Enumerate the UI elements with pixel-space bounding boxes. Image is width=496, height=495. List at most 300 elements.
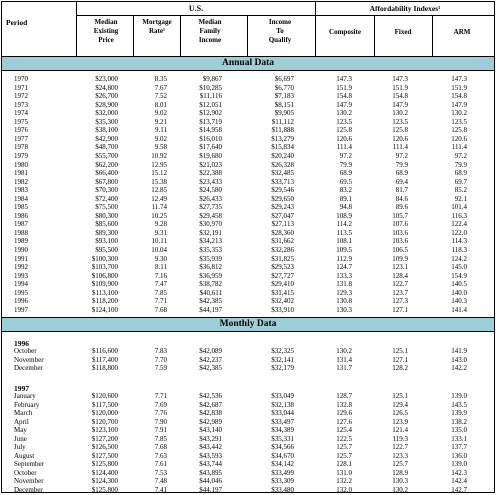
composite-cell: 130.2 bbox=[336, 109, 352, 118]
divider bbox=[374, 16, 375, 56]
table-row bbox=[2, 109, 494, 117]
fixed-cell: 125.1 bbox=[392, 347, 408, 355]
fixed-cell: 147.9 bbox=[392, 100, 408, 109]
composite-cell: 83.2 bbox=[339, 186, 352, 195]
composite-cell: 151.9 bbox=[336, 83, 352, 92]
income-to-qualify-cell: $31,825 bbox=[271, 254, 294, 263]
median-price-cell: $89,300 bbox=[95, 228, 118, 237]
mortgage-rate-cell: 12.95 bbox=[151, 160, 167, 169]
family-income-cell: $21,023 bbox=[199, 160, 222, 169]
col-header-arm: ARM bbox=[453, 28, 471, 36]
median-price-cell: $125,800 bbox=[91, 485, 118, 494]
period-cell: 1988 bbox=[14, 228, 28, 237]
arm-cell: 151.9 bbox=[451, 83, 467, 92]
family-income-cell: $42,536 bbox=[199, 392, 222, 400]
period-cell: July bbox=[14, 443, 26, 451]
composite-cell: 125.7 bbox=[336, 443, 352, 451]
period-cell: February bbox=[14, 400, 40, 409]
arm-cell: 97.2 bbox=[454, 151, 467, 160]
income-to-qualify-cell: $33,044 bbox=[271, 409, 294, 417]
income-to-qualify-cell: $29,523 bbox=[271, 263, 294, 272]
period-cell: 1997 bbox=[14, 305, 28, 314]
family-income-cell: $14,958 bbox=[199, 126, 222, 135]
family-income-cell: $42,089 bbox=[199, 347, 222, 355]
monthly-data-band: Monthly Data bbox=[2, 318, 494, 331]
income-to-qualify-cell: $27,047 bbox=[271, 211, 294, 220]
composite-cell: 128.1 bbox=[336, 460, 352, 468]
family-income-cell: $17,640 bbox=[199, 143, 222, 152]
family-income-cell: $12,902 bbox=[199, 109, 222, 118]
mortgage-rate-cell: 7.91 bbox=[154, 426, 167, 434]
median-price-cell: $26,700 bbox=[95, 92, 118, 101]
fixed-cell: 130.2 bbox=[392, 109, 408, 118]
table-row bbox=[2, 435, 494, 443]
table-row bbox=[2, 469, 494, 477]
family-income-cell: $43,744 bbox=[199, 460, 222, 468]
affordability-group-header: Affordability Indexes¹ bbox=[369, 4, 441, 13]
median-price-cell: $106,800 bbox=[91, 271, 118, 280]
income-to-qualify-cell: $32,325 bbox=[271, 347, 294, 355]
fixed-cell: 97.2 bbox=[395, 151, 408, 160]
period-cell: December bbox=[14, 485, 43, 494]
median-price-cell: $117,400 bbox=[92, 355, 118, 364]
family-income-cell: $34,213 bbox=[199, 237, 222, 246]
mortgage-rate-cell: 7.85 bbox=[154, 288, 167, 297]
family-income-cell: $32,191 bbox=[199, 228, 222, 237]
period-cell: 1990 bbox=[14, 246, 28, 254]
median-price-cell: $70,300 bbox=[95, 186, 118, 195]
mortgage-rate-cell: 10.11 bbox=[151, 237, 167, 246]
mortgage-rate-cell: 10.92 bbox=[151, 151, 167, 160]
income-to-qualify-cell: $34,670 bbox=[271, 451, 294, 460]
family-income-cell: $43,442 bbox=[199, 443, 222, 451]
composite-cell: 131.7 bbox=[336, 364, 352, 372]
composite-cell: 127.6 bbox=[336, 417, 352, 426]
family-income-cell: $42,838 bbox=[199, 409, 222, 417]
median-price-cell: $67,800 bbox=[95, 177, 118, 186]
fixed-cell: 129.4 bbox=[392, 400, 408, 409]
fixed-cell: 125.7 bbox=[392, 460, 408, 468]
fixed-cell: 128.4 bbox=[392, 271, 408, 280]
composite-cell: 147.3 bbox=[336, 75, 352, 83]
period-cell: 1991 bbox=[14, 254, 28, 263]
table-row bbox=[2, 203, 494, 211]
family-income-cell: $42,237 bbox=[199, 355, 222, 364]
fixed-cell: 154.8 bbox=[392, 92, 408, 101]
income-to-qualify-cell: $29,650 bbox=[271, 194, 294, 203]
family-income-cell: $24,580 bbox=[199, 186, 222, 195]
arm-cell: 133.1 bbox=[451, 434, 467, 443]
fixed-cell: 111.4 bbox=[392, 143, 408, 152]
col-header-family-income: Median Family Income bbox=[198, 18, 222, 44]
divider bbox=[180, 16, 181, 56]
median-price-cell: $95,500 bbox=[95, 246, 118, 254]
mortgage-rate-cell: 7.83 bbox=[154, 347, 167, 355]
period-cell: 1989 bbox=[14, 237, 28, 246]
family-income-cell: $40,611 bbox=[199, 288, 222, 297]
median-price-cell: $75,500 bbox=[95, 203, 118, 212]
fixed-cell: 107.6 bbox=[392, 220, 408, 229]
period-cell: 1973 bbox=[14, 100, 28, 109]
composite-cell: 129.3 bbox=[336, 288, 352, 297]
mortgage-rate-cell: 15.38 bbox=[151, 177, 167, 186]
income-to-qualify-cell: $33,499 bbox=[271, 468, 294, 477]
income-to-qualify-cell: $15,834 bbox=[271, 143, 294, 152]
fixed-cell: 123.3 bbox=[392, 451, 408, 460]
median-price-cell: $62,200 bbox=[95, 160, 118, 169]
arm-cell: 139.0 bbox=[451, 392, 467, 400]
mortgage-rate-cell: 12.49 bbox=[151, 194, 167, 203]
col-header-composite: Composite bbox=[329, 28, 361, 36]
arm-cell: 154.9 bbox=[451, 271, 467, 280]
composite-cell: 130.8 bbox=[336, 297, 352, 306]
arm-cell: 138.2 bbox=[451, 417, 467, 426]
income-to-qualify-cell: $33,480 bbox=[271, 485, 294, 494]
median-price-cell: $23,000 bbox=[95, 75, 118, 83]
divider bbox=[432, 16, 433, 56]
mortgage-rate-cell: 9.21 bbox=[154, 117, 167, 126]
arm-cell: 142.4 bbox=[451, 477, 467, 485]
median-price-cell: $85,600 bbox=[95, 220, 118, 229]
median-price-cell: $120,000 bbox=[91, 409, 118, 417]
table-row bbox=[2, 297, 494, 305]
affordability-table bbox=[1, 1, 495, 493]
mortgage-rate-cell: 9.02 bbox=[154, 134, 167, 143]
table-row bbox=[2, 101, 494, 109]
median-price-cell: $125,800 bbox=[91, 460, 118, 468]
family-income-cell: $44,197 bbox=[199, 305, 222, 314]
year-heading-1996: 1996 bbox=[14, 339, 29, 348]
arm-cell: 142.2 bbox=[451, 364, 467, 372]
family-income-cell: $44,046 bbox=[199, 477, 222, 485]
income-to-qualify-cell: $33,309 bbox=[271, 477, 294, 485]
period-cell: 1996 bbox=[14, 297, 28, 306]
table-row bbox=[2, 452, 494, 460]
period-cell: 1979 bbox=[14, 151, 28, 160]
divider bbox=[247, 16, 248, 56]
mortgage-rate-cell: 7.68 bbox=[154, 305, 167, 314]
median-price-cell: $93,100 bbox=[95, 237, 118, 246]
median-price-cell: $117,500 bbox=[92, 400, 118, 409]
table-row bbox=[2, 255, 494, 263]
income-to-qualify-cell: $26,328 bbox=[271, 160, 294, 169]
arm-cell: 139.0 bbox=[451, 460, 467, 468]
median-price-cell: $127,500 bbox=[91, 451, 118, 460]
table-row bbox=[2, 306, 494, 314]
period-cell: September bbox=[14, 460, 44, 468]
family-income-cell: $16,010 bbox=[199, 134, 222, 143]
fixed-cell: 125.1 bbox=[392, 392, 408, 400]
composite-cell: 132.2 bbox=[336, 477, 352, 485]
mortgage-rate-cell: 7.48 bbox=[154, 477, 167, 485]
period-cell: 1970 bbox=[14, 75, 28, 83]
arm-cell: 120.6 bbox=[451, 134, 467, 143]
income-to-qualify-cell: $11,888 bbox=[271, 126, 294, 135]
composite-cell: 124.7 bbox=[336, 263, 352, 272]
table-row bbox=[2, 152, 494, 160]
mortgage-rate-cell: 11.74 bbox=[151, 203, 167, 212]
fixed-cell: 122.7 bbox=[392, 280, 408, 289]
arm-cell: 123.5 bbox=[451, 117, 467, 126]
median-price-cell: $38,100 bbox=[95, 126, 118, 135]
family-income-cell: $43,291 bbox=[199, 434, 222, 443]
median-price-cell: $126,500 bbox=[91, 443, 118, 451]
col-header-mortgage-rate: Mortgage Rate¹ bbox=[142, 18, 172, 35]
composite-cell: 130.3 bbox=[336, 305, 352, 314]
arm-cell: 114.3 bbox=[451, 237, 467, 246]
income-to-qualify-cell: $34,389 bbox=[271, 426, 294, 434]
period-cell: 1982 bbox=[14, 177, 28, 186]
period-cell: 1995 bbox=[14, 288, 28, 297]
period-cell: 1992 bbox=[14, 263, 28, 272]
mortgage-rate-cell: 15.12 bbox=[151, 169, 167, 178]
fixed-cell: 109.9 bbox=[392, 254, 408, 263]
period-cell: November bbox=[14, 477, 44, 485]
period-cell: 1978 bbox=[14, 143, 28, 152]
income-to-qualify-cell: $32,179 bbox=[271, 364, 294, 372]
family-income-cell: $13,719 bbox=[199, 117, 222, 126]
composite-cell: 147.9 bbox=[336, 100, 352, 109]
table-row bbox=[2, 220, 494, 228]
mortgage-rate-cell: 7.16 bbox=[154, 271, 167, 280]
fixed-cell: 105.7 bbox=[392, 211, 408, 220]
family-income-cell: $38,782 bbox=[199, 280, 222, 289]
income-to-qualify-cell: $28,360 bbox=[271, 228, 294, 237]
table-row bbox=[2, 347, 494, 355]
period-cell: November bbox=[14, 355, 44, 364]
arm-cell: 122.4 bbox=[451, 220, 467, 229]
mortgage-rate-cell: 7.90 bbox=[154, 417, 167, 426]
table-row bbox=[2, 443, 494, 451]
period-cell: August bbox=[14, 451, 35, 460]
median-price-cell: $42,900 bbox=[95, 134, 118, 143]
period-cell: 1994 bbox=[14, 280, 28, 289]
composite-cell: 108.9 bbox=[336, 211, 352, 220]
arm-cell: 142.3 bbox=[451, 468, 467, 477]
arm-cell: 122.0 bbox=[451, 228, 467, 237]
arm-cell: 69.7 bbox=[454, 177, 467, 186]
median-price-cell: $48,700 bbox=[95, 143, 118, 152]
median-price-cell: $124,400 bbox=[91, 468, 118, 477]
fixed-cell: 123.9 bbox=[392, 417, 408, 426]
fixed-cell: 103.6 bbox=[392, 237, 408, 246]
mortgage-rate-cell: 7.61 bbox=[154, 460, 167, 468]
table-row bbox=[2, 289, 494, 297]
table-row bbox=[2, 263, 494, 271]
median-price-cell: $123,100 bbox=[91, 426, 118, 434]
period-cell: 1977 bbox=[14, 134, 28, 143]
income-to-qualify-cell: $6,770 bbox=[274, 83, 294, 92]
fixed-cell: 81.7 bbox=[395, 186, 408, 195]
composite-cell: 111.4 bbox=[336, 143, 352, 152]
period-cell: 1987 bbox=[14, 220, 28, 229]
family-income-cell: $36,959 bbox=[199, 271, 222, 280]
composite-cell: 69.5 bbox=[339, 177, 352, 186]
arm-cell: 136.0 bbox=[451, 451, 467, 460]
period-cell: 1975 bbox=[14, 117, 28, 126]
period-cell: 1985 bbox=[14, 203, 28, 212]
income-to-qualify-cell: $29,410 bbox=[271, 280, 294, 289]
arm-cell: 142.7 bbox=[451, 485, 467, 494]
table-row bbox=[2, 356, 494, 364]
median-price-cell: $124,100 bbox=[91, 305, 118, 314]
fixed-cell: 79.9 bbox=[395, 160, 408, 169]
median-price-cell: $127,200 bbox=[91, 434, 118, 443]
mortgage-rate-cell: 9.30 bbox=[154, 254, 167, 263]
fixed-cell: 147.3 bbox=[392, 75, 408, 83]
income-to-qualify-cell: $33,713 bbox=[271, 177, 294, 186]
mortgage-rate-cell: 7.41 bbox=[154, 485, 167, 494]
table-row bbox=[2, 364, 494, 372]
arm-cell: 137.7 bbox=[451, 443, 467, 451]
arm-cell: 135.0 bbox=[451, 426, 467, 434]
income-to-qualify-cell: $32,141 bbox=[271, 355, 294, 364]
table-row bbox=[2, 477, 494, 485]
arm-cell: 139.9 bbox=[451, 409, 467, 417]
composite-cell: 114.2 bbox=[336, 220, 352, 229]
table-row bbox=[2, 92, 494, 100]
family-income-cell: $42,687 bbox=[199, 400, 222, 409]
period-cell: March bbox=[14, 409, 33, 417]
mortgage-rate-cell: 12.85 bbox=[151, 186, 167, 195]
table-row bbox=[2, 135, 494, 143]
divider bbox=[315, 2, 316, 56]
col-header-fixed: Fixed bbox=[394, 28, 412, 36]
mortgage-rate-cell: 7.76 bbox=[154, 409, 167, 417]
arm-cell: 130.2 bbox=[451, 109, 467, 118]
income-to-qualify-cell: $7,183 bbox=[274, 92, 294, 101]
fixed-cell: 127.3 bbox=[392, 297, 408, 306]
income-to-qualify-cell: $31,415 bbox=[271, 288, 294, 297]
arm-cell: 147.9 bbox=[451, 100, 467, 109]
divider bbox=[76, 15, 494, 16]
table-row bbox=[2, 401, 494, 409]
income-to-qualify-cell: $27,727 bbox=[271, 271, 294, 280]
divider bbox=[76, 2, 77, 56]
fixed-cell: 89.6 bbox=[395, 203, 408, 212]
us-group-header: U.S. bbox=[188, 4, 204, 13]
family-income-cell: $19,680 bbox=[199, 151, 222, 160]
period-cell: June bbox=[14, 434, 27, 443]
income-to-qualify-cell: $27,113 bbox=[271, 220, 294, 229]
income-to-qualify-cell: $32,286 bbox=[271, 246, 294, 254]
year-heading-1997: 1997 bbox=[14, 384, 29, 393]
period-cell: October bbox=[14, 468, 37, 477]
table-row bbox=[2, 460, 494, 468]
mortgage-rate-cell: 7.53 bbox=[154, 468, 167, 477]
arm-cell: 141.9 bbox=[451, 347, 467, 355]
arm-cell: 141.4 bbox=[451, 305, 467, 314]
income-to-qualify-cell: $29,243 bbox=[271, 203, 294, 212]
family-income-cell: $42,385 bbox=[199, 297, 222, 306]
median-price-cell: $72,400 bbox=[95, 194, 118, 203]
median-price-cell: $100,300 bbox=[91, 254, 118, 263]
family-income-cell: $26,433 bbox=[199, 194, 222, 203]
composite-cell: 131.8 bbox=[336, 280, 352, 289]
arm-cell: 145.0 bbox=[451, 263, 467, 272]
table-row bbox=[2, 195, 494, 203]
mortgage-rate-cell: 7.68 bbox=[154, 443, 167, 451]
composite-cell: 120.6 bbox=[336, 134, 352, 143]
income-to-qualify-cell: $32,402 bbox=[271, 297, 294, 306]
arm-cell: 140.5 bbox=[451, 280, 467, 289]
mortgage-rate-cell: 9.11 bbox=[155, 126, 167, 135]
table-row bbox=[2, 229, 494, 237]
period-cell: October bbox=[14, 347, 37, 355]
divider bbox=[2, 331, 494, 332]
family-income-cell: $35,939 bbox=[199, 254, 222, 263]
median-price-cell: $113,100 bbox=[92, 288, 118, 297]
annual-data-band: Annual Data bbox=[2, 57, 494, 70]
composite-cell: 68.9 bbox=[339, 169, 352, 178]
arm-cell: 143.5 bbox=[451, 400, 467, 409]
family-income-cell: $43,895 bbox=[199, 468, 222, 477]
income-to-qualify-cell: $34,566 bbox=[271, 443, 294, 451]
period-cell: May bbox=[14, 426, 27, 434]
composite-cell: 131.4 bbox=[336, 355, 352, 364]
fixed-cell: 123.5 bbox=[392, 117, 408, 126]
composite-cell: 113.5 bbox=[336, 228, 352, 237]
median-price-cell: $80,300 bbox=[95, 211, 118, 220]
family-income-cell: $9,867 bbox=[202, 75, 222, 83]
mortgage-rate-cell: 7.67 bbox=[154, 83, 167, 92]
fixed-cell: 127.1 bbox=[392, 355, 408, 364]
family-income-cell: $23,433 bbox=[199, 177, 222, 186]
composite-cell: 132.8 bbox=[336, 400, 352, 409]
family-income-cell: $22,388 bbox=[199, 169, 222, 178]
mortgage-rate-cell: 8.01 bbox=[154, 100, 167, 109]
table-row bbox=[2, 418, 494, 426]
composite-cell: 125.4 bbox=[336, 426, 352, 434]
arm-cell: 147.3 bbox=[451, 75, 467, 83]
composite-cell: 133.3 bbox=[336, 271, 352, 280]
divider bbox=[2, 70, 494, 71]
income-to-qualify-cell: $9,905 bbox=[274, 109, 294, 118]
composite-cell: 125.7 bbox=[336, 451, 352, 460]
fixed-cell: 106.5 bbox=[392, 246, 408, 254]
income-to-qualify-cell: $6,697 bbox=[274, 75, 294, 83]
table-row bbox=[2, 126, 494, 134]
family-income-cell: $42,385 bbox=[199, 364, 222, 372]
income-to-qualify-cell: $20,240 bbox=[271, 151, 294, 160]
arm-cell: 118.3 bbox=[451, 246, 467, 254]
family-income-cell: $27,735 bbox=[199, 203, 222, 212]
table-row bbox=[2, 409, 494, 417]
period-cell: 1983 bbox=[14, 186, 28, 195]
mortgage-rate-cell: 7.63 bbox=[154, 451, 167, 460]
mortgage-rate-cell: 7.70 bbox=[154, 355, 167, 364]
table-row bbox=[2, 84, 494, 92]
table-row bbox=[2, 161, 494, 169]
period-cell: 1993 bbox=[14, 271, 28, 280]
composite-cell: 128.7 bbox=[336, 392, 352, 400]
period-cell: 1974 bbox=[14, 109, 28, 118]
income-to-qualify-cell: $34,142 bbox=[271, 460, 294, 468]
composite-cell: 97.2 bbox=[339, 151, 352, 160]
mortgage-rate-cell: 7.71 bbox=[154, 297, 167, 306]
fixed-cell: 126.5 bbox=[392, 409, 408, 417]
mortgage-rate-cell: 8.35 bbox=[154, 75, 167, 83]
fixed-cell: 119.3 bbox=[392, 434, 408, 443]
mortgage-rate-cell: 9.28 bbox=[154, 220, 167, 229]
fixed-cell: 69.4 bbox=[395, 177, 408, 186]
median-price-cell: $28,900 bbox=[95, 100, 118, 109]
table-row bbox=[2, 118, 494, 126]
mortgage-rate-cell: 7.85 bbox=[154, 434, 167, 443]
arm-cell: 85.2 bbox=[454, 186, 467, 195]
mortgage-rate-cell: 8.11 bbox=[155, 263, 167, 272]
income-to-qualify-cell: $33,049 bbox=[271, 392, 294, 400]
